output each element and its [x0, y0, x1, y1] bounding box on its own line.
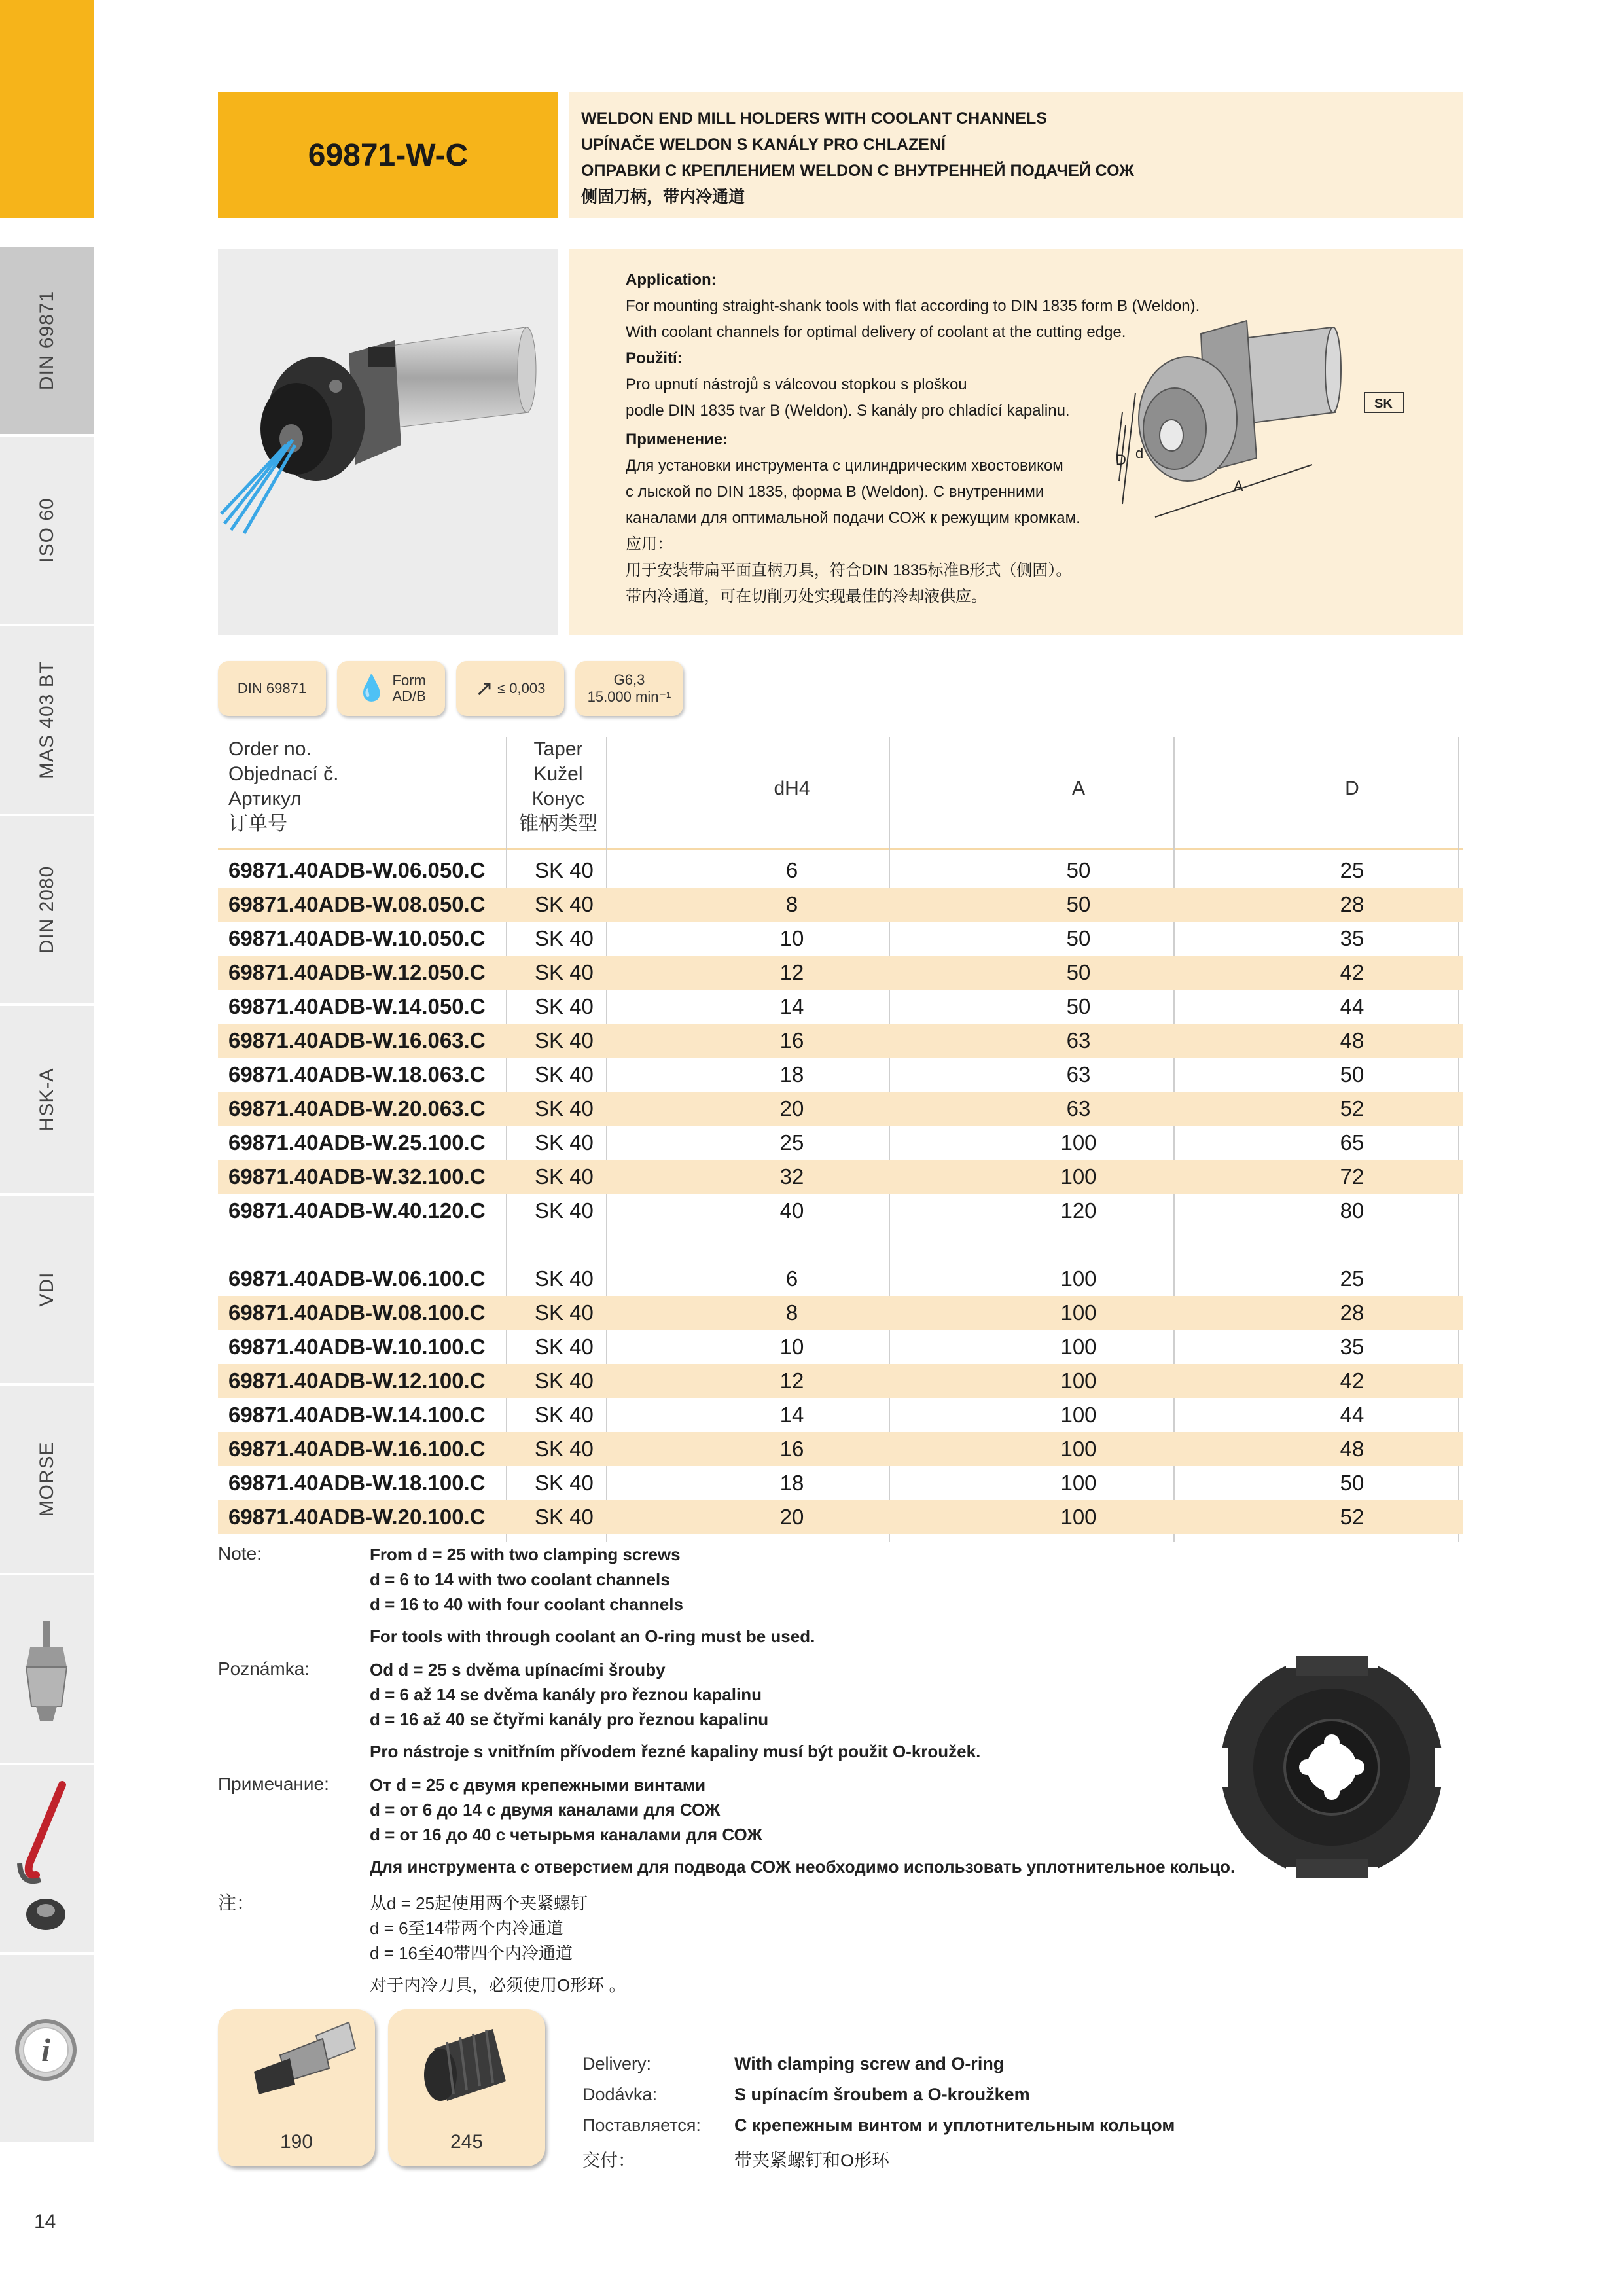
note-line: 对于内冷刀具，必须使用O形环 。: [370, 1975, 626, 1995]
header-order: [228, 737, 338, 848]
table-row[interactable]: [218, 1432, 1463, 1466]
table-row[interactable]: [218, 1024, 1463, 1058]
badge-din: DIN 69871: [218, 661, 326, 716]
sidebar-tab-wrench[interactable]: [0, 1765, 94, 1955]
d-cell: 42: [1340, 1369, 1364, 1393]
application-box: [569, 249, 1463, 635]
header-taper-en: Taper: [533, 738, 583, 760]
table-row[interactable]: [218, 1398, 1463, 1432]
table-row[interactable]: [218, 853, 1463, 888]
sidebar-tab-vdi[interactable]: [0, 1196, 94, 1386]
a-cell: 63: [1066, 1028, 1091, 1052]
a-cell: 50: [1066, 960, 1091, 984]
taper-cell: SK 40: [535, 1471, 594, 1495]
dh4-cell: 25: [779, 1130, 804, 1155]
set-screw-icon: [388, 2009, 545, 2121]
application-line: podle DIN 1835 tvar B (Weldon). S kanály pro chladící kapalinu.: [626, 402, 1070, 420]
d-cell: 50: [1340, 1062, 1364, 1086]
a-cell: 100: [1060, 1505, 1097, 1529]
order-number-cell: 69871.40ADB-W.18.100.C: [228, 1471, 486, 1495]
order-number-cell: 69871.40ADB-W.10.050.C: [228, 926, 486, 950]
header-order-ru: Артикул: [228, 788, 302, 810]
header-taper-cz: Kužel: [533, 763, 583, 785]
note-line: От d = 25 с двумя крепежными винтами: [370, 1775, 706, 1795]
note-line: From d = 25 with two clamping screws: [370, 1545, 681, 1564]
taper-cell: SK 40: [535, 926, 594, 950]
runout-arrow-icon: ↗: [474, 676, 494, 701]
header-order-en: Order no.: [228, 738, 312, 760]
note-line: 从d = 25起使用两个夹紧螺钉: [370, 1893, 588, 1913]
sidebar-tab-mas-403-bt[interactable]: [0, 626, 94, 816]
badge-balance-grade: G6,3: [613, 672, 645, 688]
badge-runout: [456, 661, 564, 716]
sidebar-tab-label: HSK-A: [35, 1067, 58, 1132]
taper-cell: SK 40: [535, 1028, 594, 1052]
d-cell: 72: [1340, 1164, 1364, 1189]
accessory-number: 190: [279, 2131, 313, 2153]
application-line: Pro upnutí nástrojů s válcovou stopkou s ploškou: [626, 376, 967, 393]
order-number-cell: 69871.40ADB-W.40.120.C: [228, 1198, 486, 1223]
d-cell: 25: [1340, 1266, 1364, 1291]
order-number-cell: 69871.40ADB-W.06.050.C: [228, 858, 486, 882]
delivery-value: S upínacím šroubem a O-kroužkem: [734, 2085, 1030, 2104]
application-line: каналами для оптимальной подачи СОЖ к режущим кромкам.: [626, 509, 1080, 527]
d-cell: 44: [1340, 994, 1364, 1018]
a-cell: 50: [1066, 926, 1091, 950]
a-cell: 100: [1060, 1403, 1097, 1427]
title-cz: UPÍNAČE WELDON S KANÁLY PRO CHLAZENÍ: [581, 135, 946, 154]
a-cell: 100: [1060, 1471, 1097, 1495]
coolant-drop-icon: 💧: [356, 675, 387, 702]
table-row[interactable]: [218, 1466, 1463, 1500]
note-label-en: Note:: [218, 1543, 262, 1564]
taper-cell: SK 40: [535, 1096, 594, 1121]
dh4-cell: 20: [779, 1505, 804, 1529]
drawing-label-sk: SK: [1374, 397, 1393, 411]
dh4-cell: 6: [785, 1266, 798, 1291]
taper-cell: SK 40: [535, 1505, 594, 1529]
table-row[interactable]: [218, 1058, 1463, 1092]
dh4-cell: 12: [779, 1369, 804, 1393]
dh4-cell: 20: [779, 1096, 804, 1121]
table-row[interactable]: [218, 1194, 1463, 1228]
technical-drawing: [1116, 295, 1443, 596]
delivery-label: Delivery:: [582, 2054, 652, 2073]
header-order-cz: Objednací č.: [228, 763, 339, 785]
header-taper-zh: 锥柄类型: [519, 813, 597, 834]
order-number-cell: 69871.40ADB-W.20.063.C: [228, 1096, 486, 1121]
title-ru: ОПРАВКИ С КРЕПЛЕНИЕМ WELDON С ВНУТРЕННЕЙ ПОДАЧЕЙ СОЖ: [581, 162, 1134, 180]
a-cell: 50: [1066, 858, 1091, 882]
badge-form: [337, 661, 445, 716]
holder-front-photo: [1214, 1649, 1450, 1885]
order-number-cell: 69871.40ADB-W.08.100.C: [228, 1300, 486, 1325]
application-heading-en: Application:: [626, 271, 717, 289]
svg-text:i: i: [41, 2032, 50, 2068]
taper-cell: SK 40: [535, 892, 594, 916]
order-number-cell: 69871.40ADB-W.18.063.C: [228, 1062, 486, 1086]
note-label-zh: 注：: [218, 1893, 255, 1913]
application-line: For mounting straight-shank tools with flat according to DIN 1835 form B (Weldon).: [626, 297, 1200, 315]
order-number-cell: 69871.40ADB-W.06.100.C: [228, 1266, 486, 1291]
dh4-cell: 14: [779, 1403, 804, 1427]
dh4-cell: 10: [779, 926, 804, 950]
pull-stud-icon: [218, 2009, 375, 2121]
table-row[interactable]: [218, 1092, 1463, 1126]
product-photo: [218, 249, 558, 635]
a-cell: 100: [1060, 1130, 1097, 1155]
header-divider: [218, 848, 1463, 850]
header-order-zh: 订单号: [228, 813, 287, 834]
delivery-label: 交付：: [582, 2151, 635, 2170]
badge-form-value: AD/B: [392, 688, 426, 704]
order-number-cell: 69871.40ADB-W.20.100.C: [228, 1505, 486, 1529]
order-number-cell: 69871.40ADB-W.16.063.C: [228, 1028, 486, 1052]
badge-balance: [575, 661, 683, 716]
application-line: With coolant channels for optimal delivery of coolant at the cutting edge.: [626, 323, 1126, 341]
sidebar-tab-label: MAS 403 BT: [35, 660, 58, 780]
table-row[interactable]: [218, 1160, 1463, 1194]
sidebar-color-bar: [0, 0, 94, 218]
sidebar-tab-din-2080[interactable]: [0, 816, 94, 1006]
a-cell: 50: [1066, 892, 1091, 916]
table-row[interactable]: [218, 1262, 1463, 1296]
sidebar-tab-drill-chuck[interactable]: [0, 1575, 94, 1765]
application-line: Для установки инструмента с цилиндрическим хвостовиком: [626, 457, 1063, 475]
taper-cell: SK 40: [535, 1369, 594, 1393]
d-cell: 35: [1340, 1335, 1364, 1359]
d-cell: 48: [1340, 1437, 1364, 1461]
dh4-cell: 16: [779, 1437, 804, 1461]
order-number-cell: 69871.40ADB-W.14.100.C: [228, 1403, 486, 1427]
table-row[interactable]: [218, 1330, 1463, 1364]
taper-cell: SK 40: [535, 1335, 594, 1359]
application-line: с лыской по DIN 1835, форма B (Weldon). С внутренними: [626, 483, 1044, 501]
dh4-cell: 40: [779, 1198, 804, 1223]
taper-cell: SK 40: [535, 1403, 594, 1427]
a-cell: 50: [1066, 994, 1091, 1018]
a-cell: 100: [1060, 1369, 1097, 1393]
order-number-cell: 69871.40ADB-W.12.100.C: [228, 1369, 486, 1393]
sidebar-tab-morse[interactable]: [0, 1386, 94, 1575]
order-number-cell: 69871.40ADB-W.16.100.C: [228, 1437, 486, 1461]
d-cell: 28: [1340, 892, 1364, 916]
taper-cell: SK 40: [535, 1164, 594, 1189]
d-cell: 35: [1340, 926, 1364, 950]
dh4-cell: 12: [779, 960, 804, 984]
d-cell: 48: [1340, 1028, 1364, 1052]
accessory-card[interactable]: [388, 2009, 545, 2166]
order-number-cell: 69871.40ADB-W.32.100.C: [228, 1164, 486, 1189]
sidebar-tab-label: MORSE: [35, 1441, 58, 1517]
delivery-value: С крепежным винтом и уплотнительным кольцом: [734, 2115, 1175, 2135]
application-line: 用于安装带扁平面直柄刀具，符合DIN 1835标准B形式（侧固）。: [626, 562, 1072, 579]
note-line: Для инструмента с отверстием для подвода СОЖ необходимо использовать уплотнительное кольцо.: [370, 1857, 1236, 1876]
delivery-label: Поставляется:: [582, 2115, 701, 2135]
note-line: d = 16 to 40 with four coolant channels: [370, 1594, 683, 1614]
a-cell: 100: [1060, 1164, 1097, 1189]
drawing-label-D: D: [1116, 452, 1126, 468]
order-number-cell: 69871.40ADB-W.08.050.C: [228, 892, 486, 916]
accessory-card[interactable]: [218, 2009, 375, 2166]
a-cell: 100: [1060, 1266, 1097, 1291]
delivery-value: 带夹紧螺钉和O形环: [734, 2151, 890, 2170]
a-cell: 100: [1060, 1437, 1097, 1461]
note-line: d = от 16 до 40 с четырьмя каналами для СОЖ: [370, 1825, 762, 1844]
sidebar-tab-din-69871[interactable]: [0, 247, 94, 437]
taper-cell: SK 40: [535, 1437, 594, 1461]
dh4-cell: 16: [779, 1028, 804, 1052]
dh4-cell: 32: [779, 1164, 804, 1189]
header-taper: [506, 737, 611, 848]
title-zh: 侧固刀柄，带内冷通道: [581, 188, 745, 206]
application-heading-zh: 应用：: [626, 535, 673, 553]
delivery-value: With clamping screw and O-ring: [734, 2054, 1005, 2073]
d-cell: 65: [1340, 1130, 1364, 1155]
wrench-nut-icon: [0, 1765, 94, 1955]
sidebar-tab-label: ISO 60: [35, 497, 58, 563]
order-number-cell: 69871.40ADB-W.25.100.C: [228, 1130, 486, 1155]
a-cell: 63: [1066, 1096, 1091, 1121]
d-cell: 80: [1340, 1198, 1364, 1223]
dh4-cell: 8: [785, 1300, 798, 1325]
d-cell: 42: [1340, 960, 1364, 984]
d-cell: 52: [1340, 1096, 1364, 1121]
application-heading-ru: Применение:: [626, 431, 728, 448]
taper-cell: SK 40: [535, 1300, 594, 1325]
taper-cell: SK 40: [535, 960, 594, 984]
dh4-cell: 6: [785, 858, 798, 882]
delivery-label: Dodávka:: [582, 2085, 658, 2104]
dh4-cell: 18: [779, 1471, 804, 1495]
dh4-cell: 18: [779, 1062, 804, 1086]
table-row[interactable]: [218, 956, 1463, 990]
sidebar-tab-label: DIN 2080: [35, 865, 58, 954]
application-line: 带内冷通道，可在切削刃处实现最佳的冷却液供应。: [626, 588, 987, 605]
header-a: A: [1071, 778, 1085, 799]
table-row[interactable]: [218, 1500, 1463, 1534]
note-line: Od d = 25 s dvěma upínacími šrouby: [370, 1660, 666, 1679]
taper-cell: SK 40: [535, 994, 594, 1018]
sidebar-tab-info[interactable]: [0, 1955, 94, 2145]
title-en: WELDON END MILL HOLDERS WITH COOLANT CHANNELS: [581, 109, 1047, 128]
note-line: d = 16至40带四个内冷通道: [370, 1943, 573, 1963]
badge-form-label: Form: [392, 672, 426, 689]
a-cell: 63: [1066, 1062, 1091, 1086]
taper-cell: SK 40: [535, 1062, 594, 1086]
header-taper-ru: Конус: [531, 788, 585, 810]
product-code: 69871-W-C: [218, 92, 558, 218]
dh4-cell: 14: [779, 994, 804, 1018]
a-cell: 100: [1060, 1300, 1097, 1325]
d-cell: 52: [1340, 1505, 1364, 1529]
table-row[interactable]: [218, 922, 1463, 956]
note-line: d = 6 až 14 se dvěma kanály pro řeznou kapalinu: [370, 1685, 762, 1704]
dh4-cell: 8: [785, 892, 798, 916]
sidebar-tab-iso-60[interactable]: [0, 437, 94, 626]
d-cell: 44: [1340, 1403, 1364, 1427]
taper-cell: SK 40: [535, 858, 594, 882]
note-label-ru: Примечание:: [218, 1774, 329, 1794]
sidebar-tab-label: VDI: [35, 1272, 58, 1307]
order-number-cell: 69871.40ADB-W.10.100.C: [228, 1335, 486, 1359]
a-cell: 100: [1060, 1335, 1097, 1359]
section-sidebar: [0, 0, 94, 2179]
sidebar-tab-label: DIN 69871: [35, 290, 58, 391]
note-line: For tools with through coolant an O-ring must be used.: [370, 1626, 815, 1646]
drill-chuck-icon: [0, 1575, 94, 1765]
note-label-cz: Poznámka:: [218, 1659, 310, 1679]
taper-cell: SK 40: [535, 1266, 594, 1291]
page-number: 14: [34, 2211, 56, 2233]
sidebar-tab-hsk-a[interactable]: [0, 1006, 94, 1196]
drawing-label-d: d: [1135, 445, 1144, 461]
taper-cell: SK 40: [535, 1198, 594, 1223]
taper-cell: SK 40: [535, 1130, 594, 1155]
note-line: d = 16 až 40 se čtyřmi kanály pro řeznou kapalinu: [370, 1710, 769, 1729]
note-line: Pro nástroje s vnitřním přívodem řezné kapaliny musí být použit O-kroužek.: [370, 1742, 981, 1761]
table-row[interactable]: [218, 1126, 1463, 1160]
badge-balance-speed: 15.000 min⁻¹: [587, 689, 671, 705]
table-row[interactable]: [218, 990, 1463, 1024]
d-cell: 28: [1340, 1300, 1364, 1325]
dh4-cell: 10: [779, 1335, 804, 1359]
a-cell: 120: [1060, 1198, 1097, 1223]
application-heading-cz: Použití:: [626, 350, 683, 367]
note-line: d = 6 to 14 with two coolant channels: [370, 1570, 670, 1589]
title-box: [569, 92, 1463, 218]
header-d: D: [1345, 778, 1359, 799]
drawing-label-A: A: [1234, 478, 1243, 494]
order-number-cell: 69871.40ADB-W.12.050.C: [228, 960, 486, 984]
d-cell: 25: [1340, 858, 1364, 882]
table-row[interactable]: [218, 1296, 1463, 1330]
table-row[interactable]: [218, 1364, 1463, 1398]
badge-runout-value: ≤ 0,003: [497, 680, 546, 696]
info-icon: [0, 1955, 94, 2145]
note-line: d = от 6 до 14 с двумя каналами для СОЖ: [370, 1800, 721, 1820]
table-row[interactable]: [218, 888, 1463, 922]
d-cell: 50: [1340, 1471, 1364, 1495]
header-dh4: dH4: [774, 778, 810, 799]
note-line: d = 6至14带两个内冷通道: [370, 1918, 563, 1938]
accessory-number: 245: [450, 2131, 484, 2153]
order-number-cell: 69871.40ADB-W.14.050.C: [228, 994, 486, 1018]
